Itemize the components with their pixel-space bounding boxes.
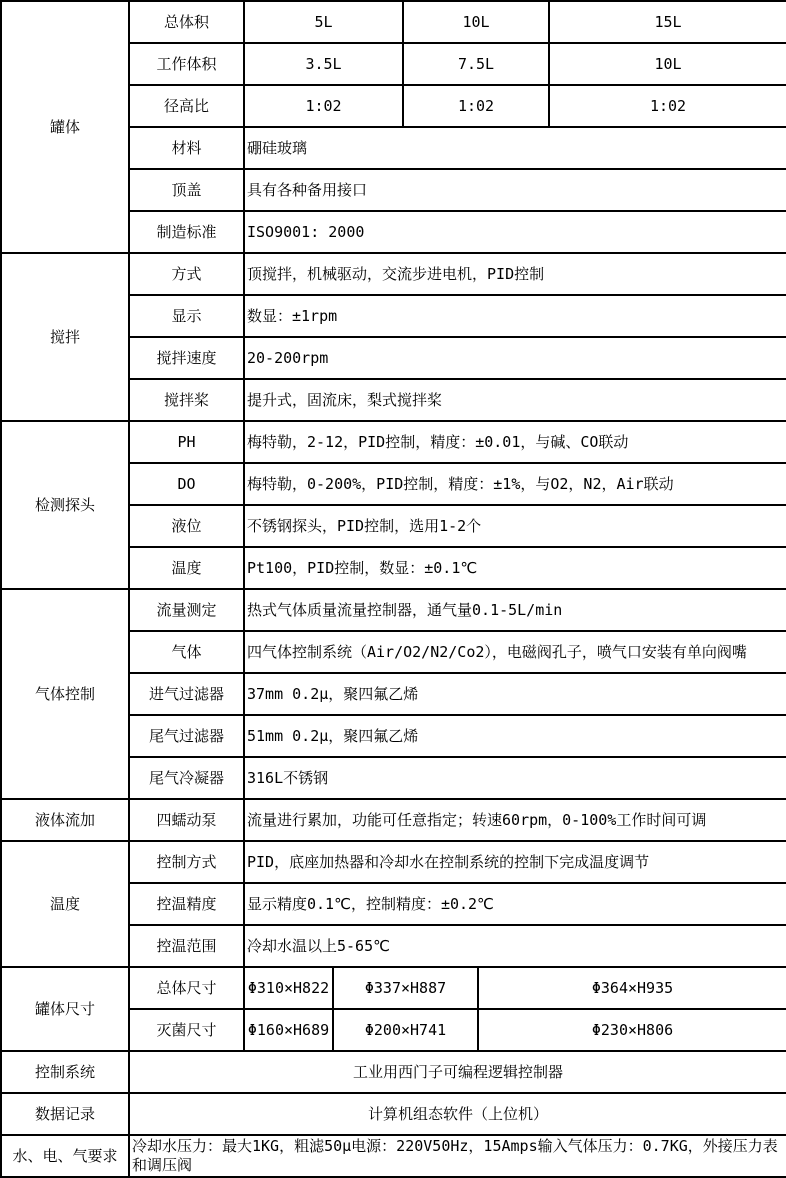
category-cell-data-logging: 数据记录: [1, 1093, 129, 1135]
row-label: 尾气过滤器: [129, 715, 244, 757]
value-cell: 冷却水温以上5-65℃: [244, 925, 786, 967]
row-label: DO: [129, 463, 244, 505]
row-label: 搅拌桨: [129, 379, 244, 421]
value-cell: 1:02: [403, 85, 549, 127]
row-label: 控制方式: [129, 841, 244, 883]
value-cell: 冷却水压力：最大1KG，粗滤50μ电源：220V50Hz，15Amps输入气体压力：0.7KG，外接压力表和调压阀: [129, 1135, 786, 1177]
value-cell: 1:02: [549, 85, 786, 127]
value-cell: 10L: [403, 1, 549, 43]
value-cell: 提升式，固流床，梨式搅拌桨: [244, 379, 786, 421]
value-cell: 数显：±1rpm: [244, 295, 786, 337]
row-label: 显示: [129, 295, 244, 337]
value-cell: Φ310×H822: [244, 967, 333, 1009]
row-label: 控温精度: [129, 883, 244, 925]
category-cell-dimensions: 罐体尺寸: [1, 967, 129, 1051]
row-label: PH: [129, 421, 244, 463]
table-row: [1, 589, 786, 631]
category-cell-utilities: 水、电、气要求: [1, 1135, 129, 1177]
value-cell: ISO9001: 2000: [244, 211, 786, 253]
row-label: 顶盖: [129, 169, 244, 211]
value-cell: 不锈钢探头，PID控制，选用1-2个: [244, 505, 786, 547]
value-cell: 37mm 0.2μ，聚四氟乙烯: [244, 673, 786, 715]
value-cell: 工业用西门子可编程逻辑控制器: [129, 1051, 786, 1093]
value-cell: 梅特勒，2-12，PID控制，精度：±0.01，与碱、CO联动: [244, 421, 786, 463]
row-label: 流量测定: [129, 589, 244, 631]
row-label: 总体积: [129, 1, 244, 43]
value-cell: 10L: [549, 43, 786, 85]
row-label: 材料: [129, 127, 244, 169]
row-label: 径高比: [129, 85, 244, 127]
table-row: [1, 841, 786, 883]
table-row: [1, 799, 786, 841]
table-row: [1, 421, 786, 463]
value-cell: Φ160×H689: [244, 1009, 333, 1051]
table-row: [1, 1093, 786, 1135]
row-label: 尾气冷凝器: [129, 757, 244, 799]
category-cell-probes: 检测探头: [1, 421, 129, 589]
row-label: 温度: [129, 547, 244, 589]
row-label: 总体尺寸: [129, 967, 244, 1009]
table-row: [1, 967, 786, 1009]
row-label: 控温范围: [129, 925, 244, 967]
value-cell: 显示精度0.1℃，控制精度：±0.2℃: [244, 883, 786, 925]
value-cell: 7.5L: [403, 43, 549, 85]
category-cell-temperature: 温度: [1, 841, 129, 967]
row-label: 方式: [129, 253, 244, 295]
value-cell: Φ364×H935: [478, 967, 786, 1009]
value-cell: 计算机组态软件（上位机）: [129, 1093, 786, 1135]
value-cell: 具有各种备用接口: [244, 169, 786, 211]
row-label: 搅拌速度: [129, 337, 244, 379]
category-cell-control-system: 控制系统: [1, 1051, 129, 1093]
table-row: [1, 1, 786, 43]
table-row: [1, 1051, 786, 1093]
value-cell: 流量进行累加，功能可任意指定；转速60rpm，0-100%工作时间可调: [244, 799, 786, 841]
value-cell: 硼硅玻璃: [244, 127, 786, 169]
table-row: [1, 1135, 786, 1177]
category-cell-agitation: 搅拌: [1, 253, 129, 421]
value-cell: 1:02: [244, 85, 403, 127]
value-cell: 热式气体质量流量控制器，通气量0.1-5L/min: [244, 589, 786, 631]
value-cell: 5L: [244, 1, 403, 43]
value-cell: Φ200×H741: [333, 1009, 478, 1051]
value-cell: 四气体控制系统（Air/O2/N2/Co2），电磁阀孔子，喷气口安装有单向阀嘴: [244, 631, 786, 673]
row-label: 进气过滤器: [129, 673, 244, 715]
value-cell: Pt100，PID控制，数显：±0.1℃: [244, 547, 786, 589]
value-cell: Φ337×H887: [333, 967, 478, 1009]
value-cell: 15L: [549, 1, 786, 43]
value-cell: 20-200rpm: [244, 337, 786, 379]
value-cell: 梅特勒，0-200%，PID控制，精度：±1%，与O2，N2，Air联动: [244, 463, 786, 505]
row-label: 气体: [129, 631, 244, 673]
value-cell: PID，底座加热器和冷却水在控制系统的控制下完成温度调节: [244, 841, 786, 883]
row-label: 四蠕动泵: [129, 799, 244, 841]
category-cell-gas: 气体控制: [1, 589, 129, 799]
category-cell-tank: 罐体: [1, 1, 129, 253]
value-cell: 顶搅拌，机械驱动，交流步进电机，PID控制: [244, 253, 786, 295]
value-cell: 316L不锈钢: [244, 757, 786, 799]
row-label: 工作体积: [129, 43, 244, 85]
value-cell: 3.5L: [244, 43, 403, 85]
value-cell: Φ230×H806: [478, 1009, 786, 1051]
row-label: 制造标准: [129, 211, 244, 253]
value-cell: 51mm 0.2μ，聚四氟乙烯: [244, 715, 786, 757]
category-cell-feeding: 液体流加: [1, 799, 129, 841]
row-label: 灭菌尺寸: [129, 1009, 244, 1051]
table-row: [1, 253, 786, 295]
row-label: 液位: [129, 505, 244, 547]
